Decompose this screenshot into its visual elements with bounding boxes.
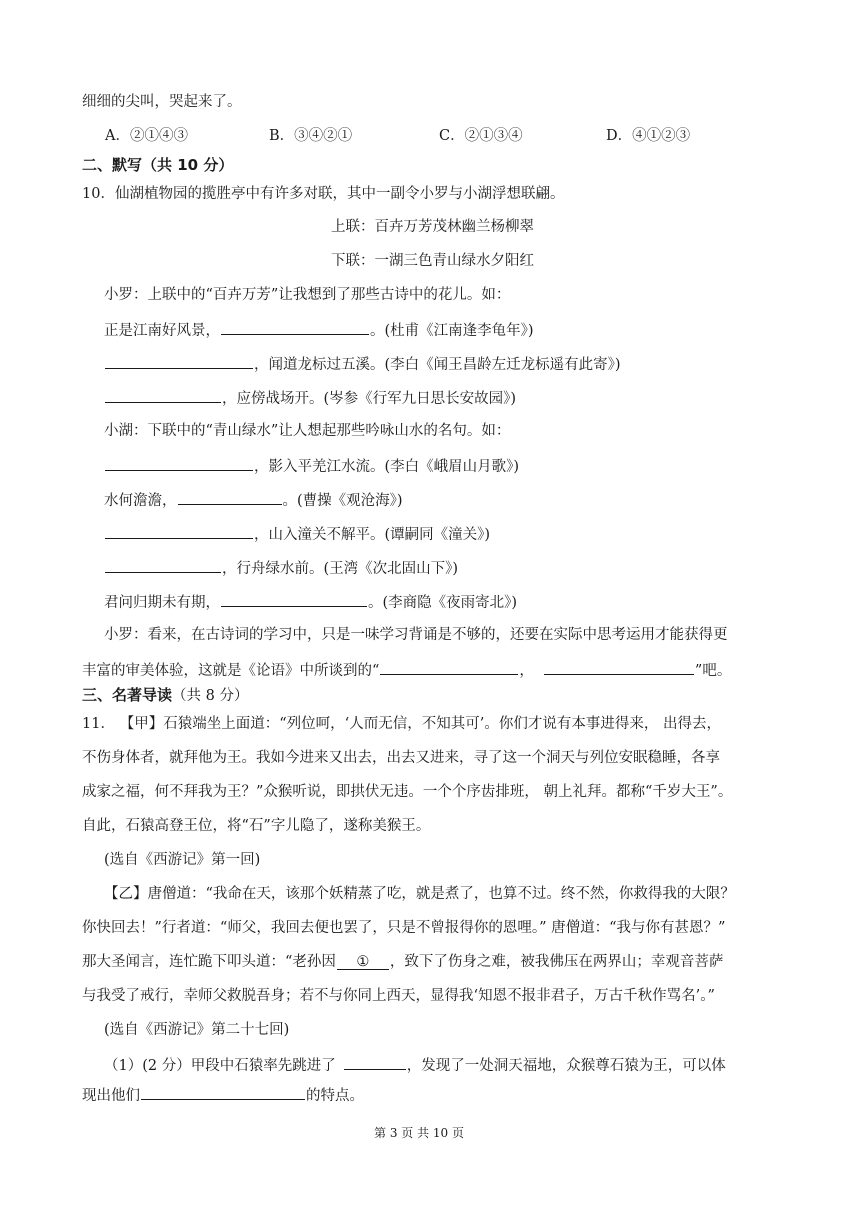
poem-text: ，闻道龙标过五溪。(李白《闻王昌龄左迁龙标遥有此寄》) (254, 357, 621, 373)
section2-title: 二、默写（共 10 分） (82, 156, 234, 174)
answer-blank[interactable] (105, 557, 221, 573)
couplet-upper: 上联：百卉万芳茂林幽兰杨柳翠 (331, 219, 534, 235)
answer-blank[interactable] (141, 1084, 305, 1100)
poem-line-8 (104, 591, 517, 613)
q11-jia-line-2: 不伤身体者，就拜他为王。我如今进来又出去，出去又进来，寻了这一个洞天与列位安眠稳睡，各享 (82, 750, 720, 766)
poem-text: 君问归期未有期， (104, 595, 220, 611)
q11-yi-line-2: 你快回去！”行者道：“师父，我回去便也罢了，只是不曾报得你的恩哩。” 唐僧道：“我与你有甚恩？” (82, 920, 726, 936)
q11-source-1: (选自《西游记》第一回) (104, 852, 261, 868)
answer-blank[interactable] (221, 591, 367, 607)
answer-blank-1[interactable]: ① (337, 952, 389, 970)
q11-jia-line-1 (82, 714, 721, 734)
question-number: 11． (82, 716, 115, 732)
section3-title (82, 685, 248, 706)
poem-line-6 (104, 523, 490, 545)
answer-blank[interactable] (105, 523, 253, 539)
poem-text: 水何澹澹， (104, 493, 177, 509)
answer-blank[interactable] (344, 1054, 406, 1070)
paragraph-text: ，致下了伤身之难，被我佛压在两界山；幸观音菩萨 (389, 954, 724, 970)
poem-text: 正是江南好风景， (104, 323, 220, 339)
paragraph-text: ，发现了一处洞天福地，众猴尊石猿为王，可以体 (406, 1058, 726, 1074)
poem-line-1 (104, 319, 534, 341)
answer-blank[interactable] (178, 489, 282, 505)
answer-blank[interactable] (380, 659, 518, 675)
paragraph-text: （1）(2 分）甲段中石猿率先跳进了 (104, 1058, 336, 1074)
q11-yi-line-1: 【乙】唐僧道：“我命在天，该那个妖精蒸了吃，就是煮了，也算不过。终不然，你救得我的大限？ (104, 886, 735, 902)
answer-blank[interactable] (105, 455, 253, 471)
poem-text: ，影入平羌江水流。(李白《峨眉山月歌》) (254, 459, 520, 475)
q11-part1-line-2 (82, 1084, 364, 1106)
q11-jia-line-4: 自此，石猿高登王位，将“石”字儿隐了，遂称美猴王。 (82, 818, 431, 834)
answer-blank[interactable] (544, 659, 694, 675)
paragraph-text: 那大圣闻言，连忙跪下叩头道：“老孙因 (82, 954, 336, 970)
lunyu-line (82, 659, 731, 681)
section3-heading: 三、名著导读 (82, 686, 173, 704)
poem-line-4 (104, 455, 519, 477)
paragraph-text: 丰富的审美体验，这就是《论语》中所谈到的“ (82, 663, 380, 679)
poem-source: 。(杜甫《江南逢李龟年》) (370, 323, 534, 339)
poem-source: 。(曹操《观沧海》) (282, 493, 403, 509)
section3-score: （共 8 分） (172, 688, 249, 704)
answer-blank[interactable] (105, 353, 253, 369)
option-d: D．④①②③ (606, 128, 691, 144)
paragraph-text: ， (519, 663, 534, 679)
page-footer: 第 3 页 共 10 页 (374, 1126, 464, 1140)
poem-line-5 (104, 489, 403, 511)
answer-blank[interactable] (105, 387, 221, 403)
q11-source-2: (选自《西游记》第二十七回) (104, 1022, 290, 1038)
q9-tail: 细细的尖叫，哭起来了。 (82, 94, 242, 110)
paragraph-text: 的特点。 (306, 1088, 364, 1104)
poem-line-3 (104, 387, 516, 409)
poem-text: ，山入潼关不解平。(谭嗣同《潼关》) (254, 527, 491, 543)
paragraph-text: ”吧。 (694, 663, 732, 679)
xiaohu-line: 小湖：下联中的“青山绿水”让人想起那些吟咏山水的名句。如： (104, 423, 511, 439)
q11-jia-line-3: 成家之福，何不拜我为王？”众猴听说，即拱伏无违。一个个序齿排班， 朝上礼拜。都称“千岁大王”。 (82, 784, 733, 800)
q10-intro: 10．仙湖植物园的揽胜亭中有许多对联，其中一副令小罗与小湖浮想联翩。 (82, 186, 565, 202)
xiaoluo-line-2: 小罗：看来，在古诗词的学习中，只是一味学习背诵是不够的，还要在实际中思考运用才能获得更 (104, 627, 728, 643)
answer-blank[interactable] (221, 319, 369, 335)
option-c: C．②①③④ (439, 128, 523, 144)
xiaoluo-line-1: 小罗：上联中的“百卉万芳”让我想到了那些古诗中的花儿。如： (104, 287, 511, 303)
q11-yi-line-3 (82, 952, 723, 972)
couplet-lower: 下联：一湖三色青山绿水夕阳红 (331, 253, 534, 269)
paragraph-text: 【甲】石猿端坐上面道：“列位呵，‘人而无信，不知其可’。你们才说有本事进得来， 出得去， (126, 716, 721, 732)
option-b: B．③④②① (269, 128, 353, 144)
poem-line-2 (104, 353, 621, 375)
poem-source: 。(李商隐《夜雨寄北》) (368, 595, 518, 611)
option-a: A．②①④③ (105, 128, 188, 144)
paragraph-text: 现出他们 (82, 1088, 140, 1104)
poem-line-7 (104, 557, 458, 579)
poem-text: ，行舟绿水前。(王湾《次北固山下》) (222, 561, 459, 577)
q11-yi-line-4: 与我受了戒行，幸师父救脱吾身；若不与你同上西天，显得我‘知恩不报非君子，万古千秋作骂名’。” (82, 988, 715, 1004)
poem-text: ，应傍战场开。(岑参《行军九日思长安故园》) (222, 391, 517, 407)
q11-part1-line-1 (104, 1054, 726, 1076)
